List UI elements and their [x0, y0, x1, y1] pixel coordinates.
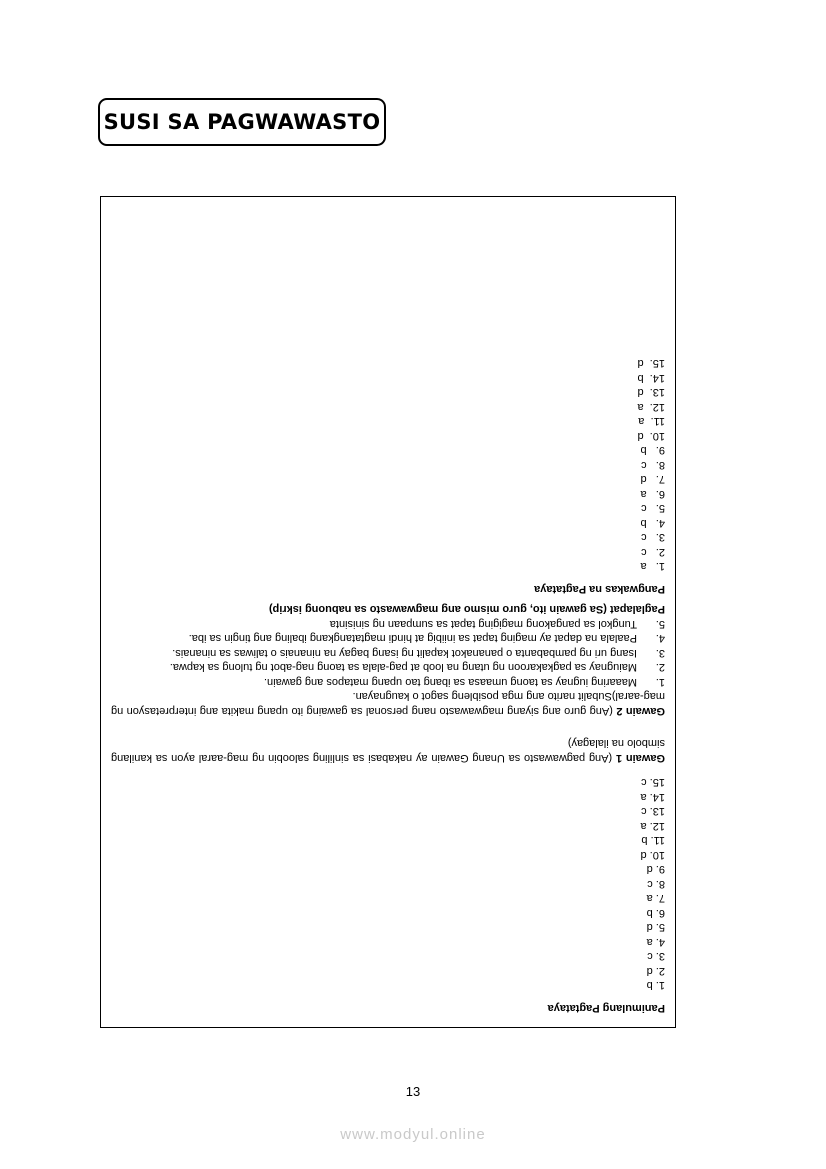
gawain-2-item [111, 631, 665, 646]
list-item: 2. d [646, 965, 665, 977]
list-item: 6. a [640, 488, 665, 500]
item-text: Maaaring iugnay sa taong umaasa sa ibang tao upang matapos ang gawain. [263, 676, 637, 688]
list-item: 11. b [641, 834, 665, 847]
list-item: 11. a [638, 415, 665, 428]
list-item: 7. a [646, 892, 665, 905]
item-number: 4. [655, 632, 665, 645]
gawain-1-paragraph [111, 736, 665, 765]
item-number: 5. [655, 618, 665, 630]
list-item: 10. d [637, 430, 665, 442]
answer-key-upside-down-content [101, 197, 675, 1027]
gawain-2-item [111, 660, 665, 675]
answer-key-title: SUSI SA PAGWAWASTO [98, 98, 386, 146]
gawain-2-item [111, 675, 665, 690]
gawain-1-text: (Ang pagwawasto sa Unang Gawain ay nakabasi sa sinliling saloobin ng mag-aaral ayon sa kanilang simbolo na ilalagay) [110, 737, 665, 764]
gawain-2-paragraph [111, 689, 665, 718]
watermark: www.modyul.online [340, 1126, 486, 1143]
pangwakas-answers-list [111, 356, 665, 574]
list-item: 4. a [646, 936, 665, 948]
gawain-2-text: (Ang guro ang siyang magwawasto nang personal sa gawaing ito upang makita ang interpretasyon ng mag-aaral)Subalit narito ang mga posibleng sagot o kaugnayan. [111, 690, 665, 717]
list-item: 9. d [646, 863, 665, 876]
list-item: 2. c [641, 546, 665, 558]
gawain-2-label: Gawain 2 [616, 705, 665, 717]
list-item: 4. b [640, 517, 665, 529]
list-item: 8. c [647, 878, 665, 890]
list-item: 8. c [641, 459, 665, 471]
list-item: 1. b [646, 979, 665, 992]
list-item: 13. d [637, 386, 665, 399]
list-item: 12. a [640, 820, 665, 832]
list-item: 3. c [641, 531, 665, 544]
page-number: 13 [405, 1084, 421, 1099]
paglalapat-text: (Sa gawain ito, guro mismo ang magwawasto sa nabuong iskrip) [268, 603, 610, 616]
item-text: Tungkol sa pangakong magiging tapat sa sumpaan ng sinisinta [329, 618, 637, 630]
list-item: 15. c [641, 776, 665, 789]
list-item: 14. b [637, 372, 665, 384]
list-item: 6. b [646, 907, 665, 919]
list-item: 9. b [640, 444, 665, 457]
gawain-1-label: Gawain 1 [615, 752, 665, 764]
list-item: 3. c [647, 950, 665, 963]
list-item: 7. d [640, 473, 665, 486]
list-item: 13. c [641, 805, 665, 818]
answer-key-box [100, 196, 676, 1028]
item-number: 3. [655, 647, 665, 659]
item-number: 2. [655, 661, 665, 674]
item-text: Maiugnay sa pagkakaroon ng utang na loob at pag-alala sa taong nag-abot ng tulong sa kapwa. [169, 661, 637, 674]
panimulang-answers-list [111, 775, 665, 993]
list-item: 10. d [640, 849, 665, 861]
list-item: 5. c [641, 502, 665, 515]
pangwakas-pagtataya-heading: Pangwakas na Pagtataya [534, 583, 665, 595]
item-text: Paalala na dapat ay maging tapat sa iniibig at hindi magtatangkang ibaling ang tingin sa iba. [188, 632, 637, 645]
gawain-2-item [111, 646, 665, 661]
item-number: 1. [655, 676, 665, 688]
list-item: 5. d [646, 921, 665, 934]
list-item: 12. a [637, 401, 665, 413]
item-text: Isang uri ng pambabanta o pananakot kapalit ng isang bagay na ninanais o taliwas sa ninanais. [172, 647, 637, 659]
list-item: 15. d [637, 357, 665, 370]
paglalapat-paragraph [111, 602, 665, 617]
list-item: 1. a [640, 560, 665, 573]
panimulang-pagtataya-heading: Panimulang Pagtataya [547, 1002, 665, 1014]
list-item: 14. a [640, 791, 665, 803]
paglalapat-label: Paglalapat [609, 603, 665, 616]
gawain-2-item [111, 617, 665, 632]
